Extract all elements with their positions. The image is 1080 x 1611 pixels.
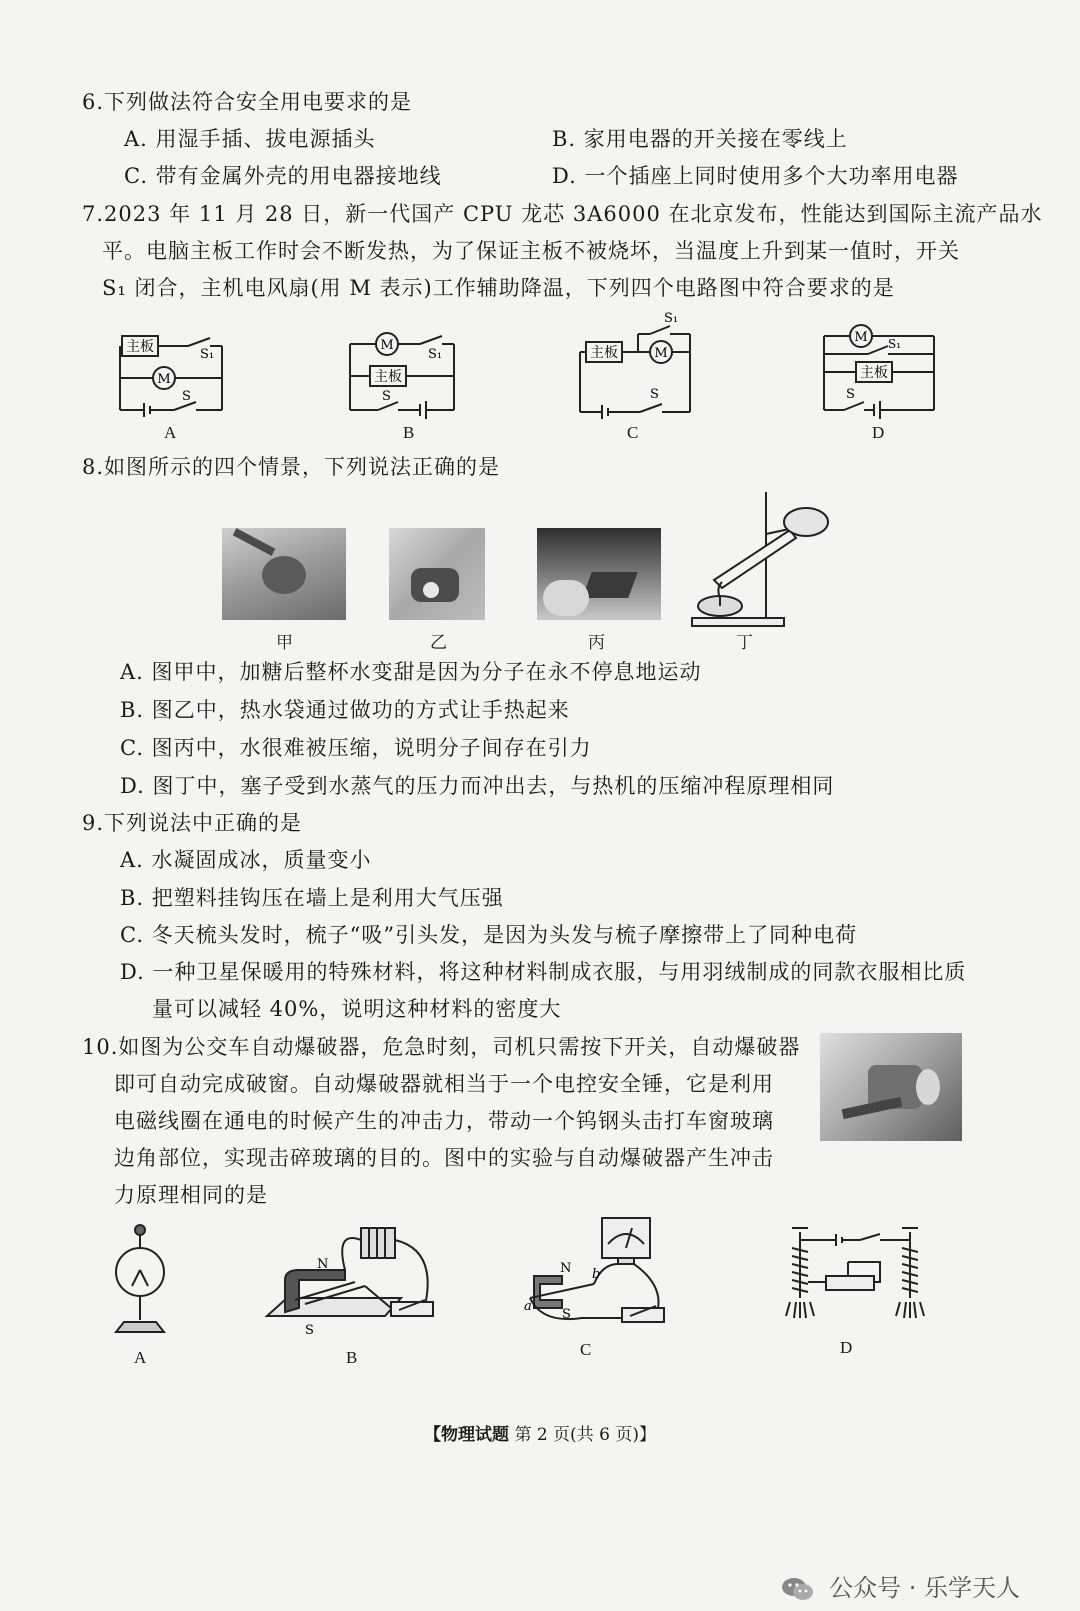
q10-line4: 边角部位，实现击碎玻璃的目的。图中的实验与自动爆破器产生冲击 (114, 1146, 774, 1170)
circuit-a (118, 326, 228, 418)
q6-option-c: C. 带有金属外壳的用电器接地线 (124, 164, 442, 188)
q7-line2: 平。电脑主板工作时会不断发热，为了保证主板不被烧坏，当温度上升到某一值时，开关 (102, 239, 960, 263)
footer-subject: 【物理试题 (424, 1425, 510, 1445)
q10-fig-b-motor-experiment (265, 1220, 440, 1340)
caption-bing: 丙 (588, 633, 605, 652)
q6-stem: 6.下列做法符合安全用电要求的是 (82, 90, 413, 114)
svg-text:b: b (592, 1267, 601, 1282)
q8-option-b: B. 图乙中，热水袋通过做功的方式让手热起来 (120, 698, 570, 722)
svg-text:S₁: S₁ (664, 311, 679, 326)
q9-option-d-line2: 量可以减轻 40%，说明这种材料的密度大 (152, 997, 562, 1021)
footer-page: 第 2 页(共 6 页)】 (514, 1425, 656, 1445)
circuit-b-label: B (403, 423, 415, 442)
svg-text:N: N (560, 1261, 572, 1276)
q8-option-c: C. 图丙中，水很难被压缩，说明分子间存在引力 (120, 736, 592, 760)
q6-option-a: A. 用湿手插、拔电源插头 (124, 127, 376, 151)
svg-text:S: S (382, 389, 391, 404)
wechat-icon (781, 1576, 815, 1602)
s1-label: S₁ (200, 347, 215, 362)
caption-jia: 甲 (276, 633, 293, 652)
svg-text:S₁: S₁ (888, 337, 902, 351)
q8-stem: 8.如图所示的四个情景，下列说法正确的是 (82, 455, 501, 479)
q9-stem: 9.下列说法中正确的是 (82, 811, 303, 835)
q10-fig-c-label: C (580, 1340, 592, 1359)
svg-text:a: a (524, 1299, 532, 1314)
svg-text:M: M (854, 330, 868, 345)
photo-ding-apparatus (690, 488, 840, 628)
q9-option-d-line1: D. 一种卫星保暖用的特殊材料，将这种材料制成衣服，与用羽绒制成的同款衣服相比质 (120, 960, 967, 984)
q10-line2: 即可自动完成破窗。自动爆破器就相当于一个电控安全锤，它是利用 (114, 1072, 774, 1096)
circuit-d (822, 322, 938, 418)
circuit-b (348, 330, 458, 420)
q10-line3: 电磁线圈在通电的时候产生的冲击力，带动一个钨钢头击打车窗玻璃 (114, 1109, 774, 1133)
svg-text:N: N (317, 1257, 329, 1272)
svg-text:S: S (562, 1307, 571, 1322)
q10-fig-d-electromagnets (780, 1222, 928, 1322)
q8-option-a: A. 图甲中，加糖后整杯水变甜是因为分子在永不停息地运动 (120, 660, 702, 684)
circuit-d-label: D (872, 423, 885, 442)
board-label: 主板 (126, 339, 154, 355)
page-footer (0, 1420, 1080, 1445)
caption-yi: 乙 (430, 633, 447, 652)
svg-text:S: S (305, 1323, 314, 1338)
caption-ding: 丁 (736, 633, 753, 652)
q7-line3: S₁ 闭合，主机电风扇(用 M 表示)工作辅助降温，下列四个电路图中符合要求的是 (102, 276, 895, 300)
circuit-c-label: C (627, 423, 639, 442)
photo-window-breaker (820, 1033, 962, 1141)
q9-option-a: A. 水凝固成冰，质量变小 (120, 848, 372, 872)
q6-option-d: D. 一个插座上同时使用多个大功率用电器 (552, 164, 959, 188)
q10-fig-a-label: A (134, 1348, 147, 1367)
svg-text:S: S (650, 387, 659, 402)
svg-text:S: S (846, 387, 855, 402)
svg-text:S₁: S₁ (428, 347, 443, 362)
q9-option-c: C. 冬天梳头发时，梳子“吸”引头发，是因为头发与梳子摩擦带上了同种电荷 (120, 923, 858, 947)
svg-text:主板: 主板 (374, 369, 402, 385)
q10-fig-a-electroscope (106, 1222, 176, 1334)
circuit-c (578, 312, 694, 418)
q8-option-d: D. 图丁中，塞子受到水蒸气的压力而冲出去，与热机的压缩冲程原理相同 (120, 774, 835, 798)
watermark (781, 1568, 1020, 1603)
q10-fig-c-induction-experiment (522, 1214, 672, 1334)
s-label: S (182, 389, 191, 404)
photo-jia (222, 528, 346, 620)
circuit-a-label: A (164, 423, 177, 442)
q10-line1: 10.如图为公交车自动爆破器，危急时刻，司机只需按下开关，自动爆破器 (82, 1035, 801, 1059)
photo-bing (537, 528, 661, 620)
q9-option-b: B. 把塑料挂钩压在墙上是利用大气压强 (120, 886, 504, 910)
q10-fig-b-label: B (346, 1348, 358, 1367)
watermark-text: 公众号 · 乐学天人 (829, 1574, 1020, 1602)
svg-text:主板: 主板 (590, 345, 618, 361)
photo-yi (389, 528, 485, 620)
q10-fig-d-label: D (840, 1338, 853, 1357)
motor-label: M (157, 372, 171, 387)
svg-text:M: M (654, 346, 668, 361)
svg-text:主板: 主板 (860, 365, 888, 381)
q10-line5: 力原理相同的是 (114, 1183, 268, 1207)
q7-line1: 7.2023 年 11 月 28 日，新一代国产 CPU 龙芯 3A6000 在北京发布，性能达到国际主流产品水 (82, 202, 1043, 226)
svg-text:M: M (380, 338, 394, 353)
q6-option-b: B. 家用电器的开关接在零线上 (552, 127, 848, 151)
